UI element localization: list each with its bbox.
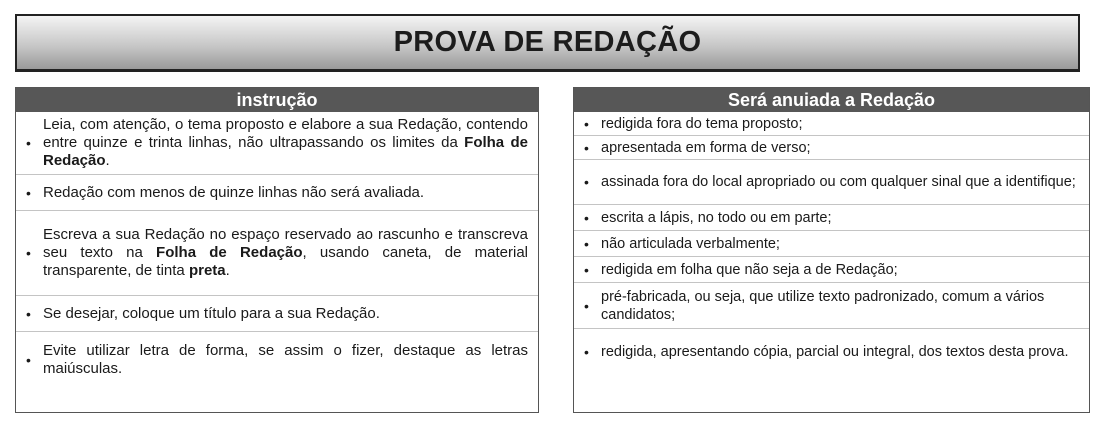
bullet: • (26, 184, 31, 201)
list-item: • Leia, com atenção, o tema proposto e elabore a sua Redação, contendo entre quinze e trinta linhas, não ultrapassando os limites da Folha de Redação. (16, 112, 538, 175)
bullet: • (584, 209, 589, 226)
list-item: • Se desejar, coloque um título para a sua Redação. (16, 296, 538, 332)
list-item: • pré-fabricada, ou seja, que utilize texto padronizado, comum a vários candidatos; (574, 283, 1089, 329)
instrucao-list (16, 112, 538, 388)
bullet: • (26, 245, 31, 261)
instrucao-header: instrução (16, 88, 538, 112)
list-item: • assinada fora do local apropriado ou com qualquer sinal que a identifique; (574, 160, 1089, 205)
list-item: • Redação com menos de quinze linhas não será avaliada. (16, 175, 538, 211)
list-item: • Escreva a sua Redação no espaço reservado ao rascunho e transcreva seu texto na Folha de Redação, usando caneta, de material transparente, de tinta preta. (16, 211, 538, 296)
title-banner (15, 14, 1080, 72)
list-item: • redigida, apresentando cópia, parcial ou integral, dos textos desta prova. (584, 344, 1069, 360)
bullet: • (584, 139, 589, 156)
list-item: • apresentada em forma de verso; (574, 136, 1089, 160)
bullet: • (26, 305, 31, 322)
list-item: • redigida em folha que não seja a de Redação; (574, 257, 1089, 283)
page-title: PROVA DE REDAÇÃO (393, 26, 702, 58)
bullet: • (584, 235, 589, 252)
instrucao-panel (15, 87, 539, 413)
list-item: • redigida fora do tema proposto; (574, 112, 1089, 136)
bullet: • (584, 115, 589, 132)
bullet: • (26, 135, 31, 151)
bullet: • (584, 344, 589, 360)
list-item: • não articulada verbalmente; (574, 231, 1089, 257)
list-item: • escrita a lápis, no todo ou em parte; (574, 205, 1089, 231)
bullet: • (584, 174, 589, 190)
anulada-list (574, 112, 1089, 375)
anulada-panel (573, 87, 1090, 413)
bullet: • (584, 261, 589, 278)
anulada-header: Será anuiada a Redação (574, 88, 1089, 112)
bullet: • (584, 297, 589, 314)
bullet: • (26, 352, 31, 368)
list-item: • Evite utilizar letra de forma, se assim o fizer, destaque as letras maiúsculas. (26, 342, 528, 377)
